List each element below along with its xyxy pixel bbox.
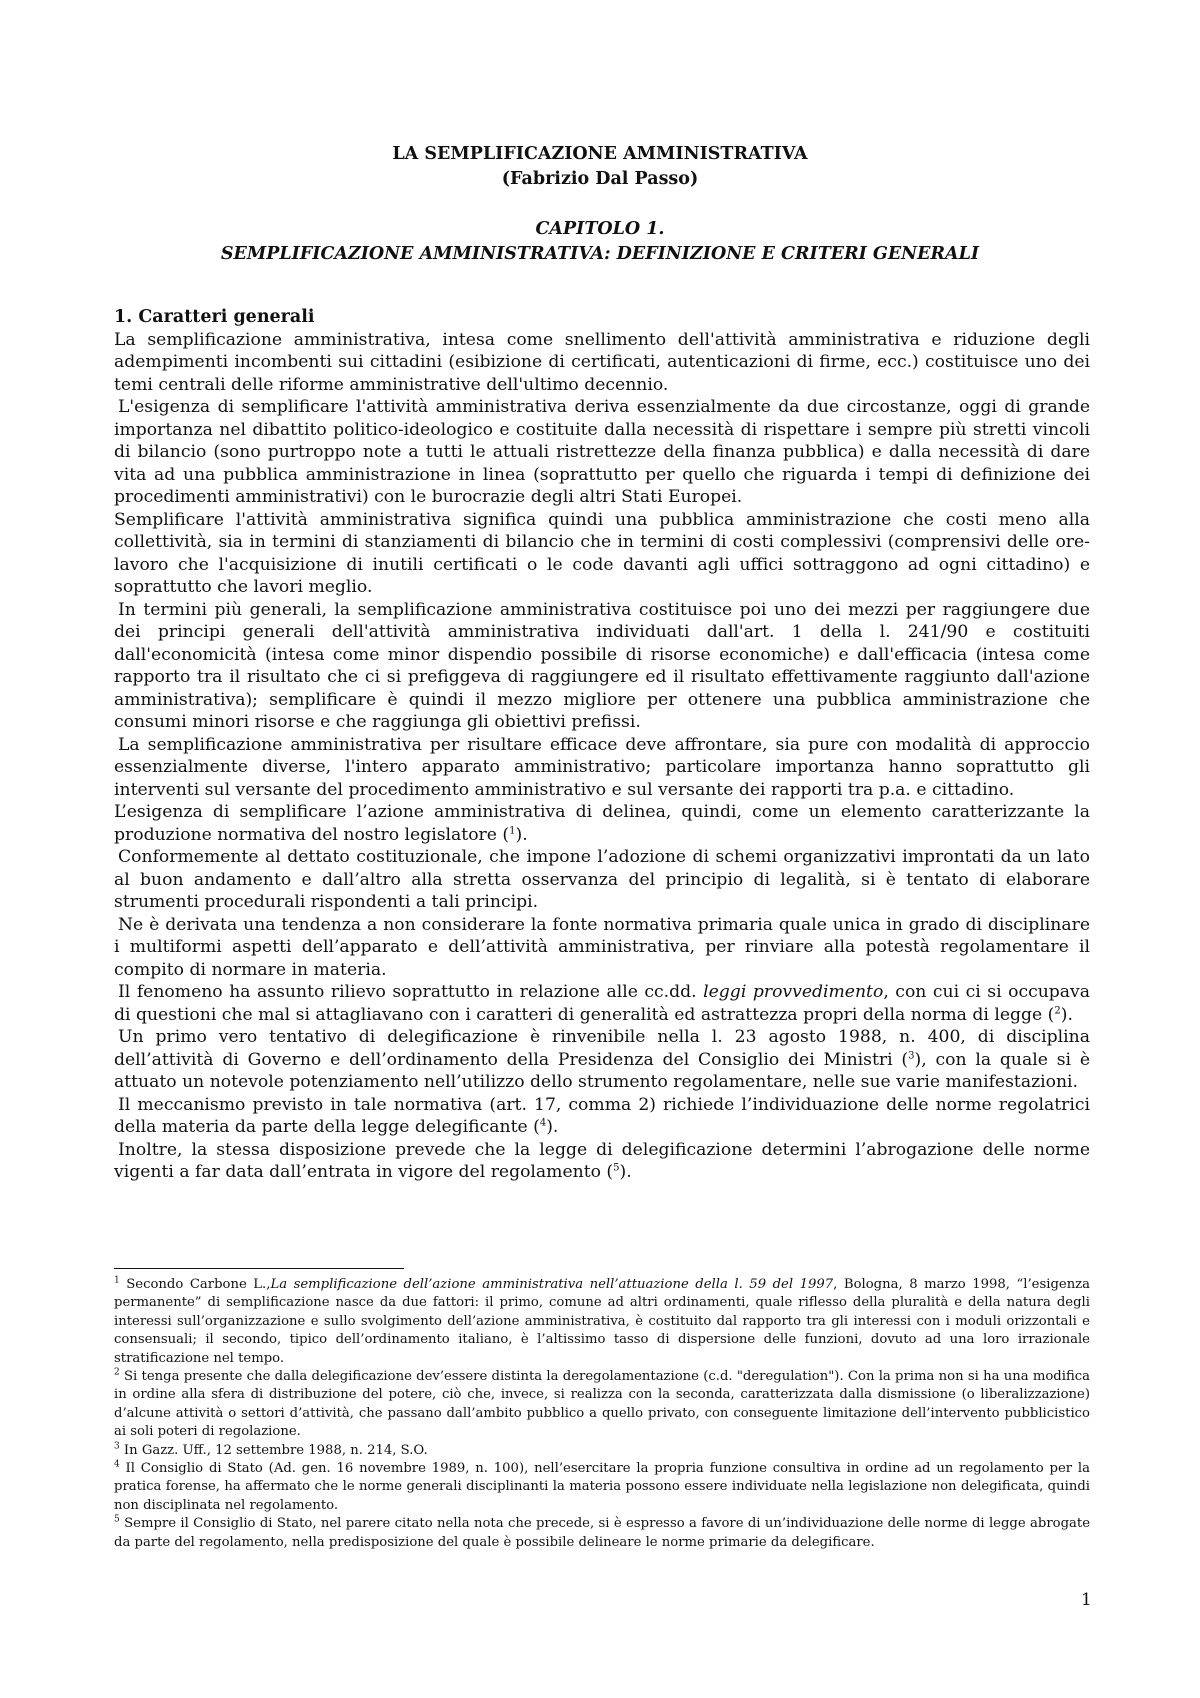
paragraph-10	[114, 1026, 1090, 1094]
footnote-3	[114, 1442, 1090, 1460]
paragraph-9-text-a: Il fenomeno ha assunto rilievo soprattutto in relazione alle cc.dd.	[118, 982, 704, 1002]
paragraph-12-text: Inoltre, la stessa disposizione prevede che la legge di delegificazione determini l’abrogazione delle norme vigenti a far data dall’entrata in vigore del regolamento (	[114, 1139, 1090, 1182]
document-body	[114, 306, 1090, 1184]
footnotes	[114, 1276, 1090, 1552]
footnote-2-number: 2	[114, 1367, 120, 1378]
paragraph-11-end: ).	[546, 1117, 559, 1137]
paragraph-8: Ne è derivata una tendenza a non considerare la fonte normativa primaria quale unica in grado di disciplinare i multiformi aspetti dell’apparato e dell’attività amministrativa, per rinviare alla potestà regolamentare il compito di normare in materia.	[114, 914, 1090, 980]
footnote-ref-4[interactable]: 4	[539, 1117, 547, 1129]
footnote-3-number: 3	[114, 1441, 120, 1452]
paragraph-6	[114, 801, 1090, 846]
paragraph-9-text-b: , con cui ci si occupava di questioni che mal si attagliavano con i caratteri di generalità ed astrattezza propri della norma di legge (	[114, 982, 1091, 1025]
paragraph-3: Semplificare l'attività amministrativa significa quindi una pubblica amministrazione che costi meno alla collettività, sia in termini di stanziamenti di bilancio che in termini di costi complessivi (comprensivi delle ore-lavoro che l'acquisizione di inutili certificati o le code davanti agli uffici sottraggono ad ogni cittadino) e soprattutto che lavori meglio.	[114, 509, 1090, 597]
footnote-2-text: Si tenga presente che dalla delegificazione dev’essere distinta la deregolamentazione (c.d. "deregulation"). Con la prima non si ha una modifica in ordine alla sfera di distribuzione del potere, ciò che, invece, si realizza con la seconda, caratterizzata dalla dismissione (o liberalizzazione) d’alcune attività o settori d’attività, che passano dall’ambito pubblico a quello privato, con conseguente limitazione dell’intervento pubblicistico ai soli poteri di regolazione.	[114, 1369, 1090, 1440]
footnote-4-number: 4	[114, 1459, 120, 1470]
paragraph-6-end: ).	[515, 824, 528, 845]
footnote-ref-1[interactable]: 1	[509, 824, 516, 836]
paragraph-9-end: ).	[1060, 1004, 1073, 1025]
section-heading: 1. Caratteri generali	[114, 307, 315, 327]
document-author: (Fabrizio Dal Passo)	[501, 169, 699, 189]
footnote-ref-2[interactable]: 2	[1054, 1004, 1061, 1016]
paragraph-12	[114, 1139, 1090, 1184]
footnote-5-text: Sempre il Consiglio di Stato, nel parere citato nella nota che precede, si è espresso a favore di un’individuazione delle norme di legge abrogate da parte del regolamento, nella predisposizione del quale è possibile delineare le norme primarie da delegificare.	[114, 1516, 1090, 1550]
paragraph-11-text: Il meccanismo previsto in tale normativa (art. 17, comma 2) richiede l’individuazione delle norme regolatrici della materia da parte della legge delegificante (	[114, 1094, 1090, 1137]
chapter-title: SEMPLIFICAZIONE AMMINISTRATIVA: DEFINIZIONE E CRITERI GENERALI	[220, 244, 980, 264]
chapter-number: CAPITOLO 1.	[535, 219, 665, 239]
footnote-ref-3[interactable]: 3	[908, 1049, 915, 1061]
footnote-1-number: 1	[114, 1275, 120, 1286]
paragraph-9-emphasis: leggi provvedimento	[703, 982, 884, 1002]
footnote-3-text: In Gazz. Uff., 12 settembre 1988, n. 214, S.O.	[119, 1442, 428, 1458]
paragraph-6-text: L’esigenza di semplificare l’azione amministrativa di delinea, quindi, come un elemento caratterizzante la produzione normativa del nostro legislatore (	[114, 802, 1090, 845]
paragraph-12-end: ).	[619, 1162, 632, 1182]
paragraph-10-text-b: ), con la quale si è attuato un notevole potenziamento nell’utilizzo dello strumento regolamentare, nelle sue varie manifestazioni.	[114, 1049, 1090, 1092]
paragraph-7: Conformemente al dettato costituzionale, che impone l’adozione di schemi organizzativi improntati da un lato al buon andamento e dall’altro alla stretta osservanza del principio di legalità, si è tentato di elaborare strumenti procedurali rispondenti a tali principi.	[114, 847, 1090, 912]
paragraph-4: In termini più generali, la semplificazione amministrativa costituisce poi uno dei mezzi per raggiungere due dei principi generali dell'attività amministrativa individuati dall'art. 1 della l. 241/90 e costituiti dall'economicità (intesa come minor dispendio possibile di risorse economiche) e dall'efficacia (intesa come rapporto tra il risultato che ci si prefiggeva di raggiungere ed il risultato effettivamente raggiunto dall'azione amministrativa); semplificare è quindi il mezzo migliore per ottenere una pubblica amministrazione che consumi minori risorse e che raggiunga gli obiettivi prefissi.	[114, 599, 1090, 732]
paragraph-11	[114, 1094, 1090, 1139]
footnote-4-text: Il Consiglio di Stato (Ad. gen. 16 novembre 1989, n. 100), nell’esercitare la propria funzione consultiva in ordine ad un regolamento per la pratica forense, ha affermato che le norme generali disciplinanti la materia possono essere individuate nella legislazione non delegificata, quindi non disciplinata nel regolamento.	[114, 1461, 1090, 1513]
paragraph-2: L'esigenza di semplificare l'attività amministrativa deriva essenzialmente da due circostanze, oggi di grande importanza nel dibattito politico-ideologico e costituite dalla necessità di rispettare i sempre più stretti vincoli di bilancio (sono purtroppo note a tutti le attuali ristrettezze della finanza pubblica) e dalla necessità di dare vita ad una pubblica amministrazione in linea (soprattutto per quello che riguarda i tempi di definizione dei procedimenti amministrativi) con le burocrazie degli altri Stati Europei.	[114, 397, 1090, 507]
footnote-divider	[114, 1268, 404, 1269]
paragraph-1: La semplificazione amministrativa, intesa come snellimento dell'attività amministrativa e riduzione degli adempimenti incombenti sui cittadini (esibizione di certificati, autenticazioni di firme, ecc.) costituisce uno dei temi centrali delle riforme amministrative dell'ultimo decennio.	[114, 329, 1090, 395]
footnote-1-text-b: , Bologna, 8 marzo 1998, “l’esigenza permanente” di semplificazione nasce da due fattori: il primo, comune ad altri ordinamenti, quale riflesso della pluralità e della natura degli interessi sull’organizzazione e sullo svolgimento dell’azione amministrativa, è costituito dal rapporto tra gli interessi con i moduli orizzontali e consensuali; il secondo, tipico dell’ordinamento italiano, è l’altissimo tasso di dispersione delle funzioni, dovuto ad una loro irrazionale stratificazione nel tempo.	[114, 1277, 1090, 1366]
footnote-4	[114, 1460, 1090, 1515]
footnote-ref-5[interactable]: 5	[613, 1162, 620, 1174]
paragraph-5: La semplificazione amministrativa per risultare efficace deve affrontare, sia pure con modalità di approccio essenzialmente diverse, l'intero apparato amministrativo; particolare importanza hanno soprattutto gli interventi sul versante del procedimento amministrativo e sul versante dei rapporti tra p.a. e cittadino.	[114, 734, 1090, 800]
footnote-2	[114, 1368, 1090, 1442]
footnote-1	[114, 1276, 1090, 1368]
footnote-5	[114, 1515, 1090, 1552]
document-header	[0, 142, 1200, 267]
page-number: 1	[1081, 1590, 1092, 1610]
paragraph-10-text-a: Un primo vero tentativo di delegificazione è rinvenibile nella l. 23 agosto 1988, n. 400, di disciplina dell’attività di Governo e dell’ordinamento della Presidenza del Consiglio dei Ministri (	[114, 1027, 1090, 1070]
document-title: LA SEMPLIFICAZIONE AMMINISTRATIVA	[392, 144, 808, 164]
paragraph-9	[114, 981, 1090, 1026]
footnote-5-number: 5	[114, 1514, 120, 1525]
footnote-1-text-a: Secondo Carbone L.,	[119, 1277, 271, 1292]
footnote-1-emphasis: La semplificazione dell’azione amministrativa nell’attuazione della l. 59 del 1997	[270, 1277, 834, 1292]
